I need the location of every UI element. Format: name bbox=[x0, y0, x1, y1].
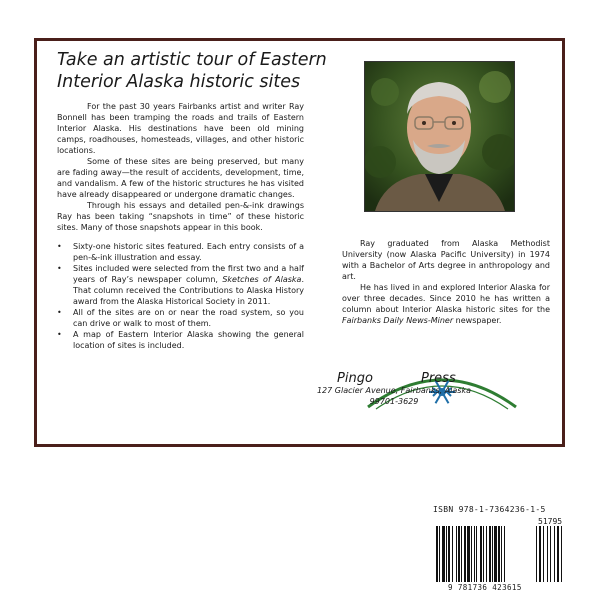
column-title: Sketches of Alaska bbox=[222, 275, 302, 284]
bullet-icon: • bbox=[57, 264, 62, 273]
list-item-text-start: Sites included were selected from the first two and a half years of Ray’s newspaper column, bbox=[73, 264, 304, 284]
bullet-icon: • bbox=[57, 330, 62, 339]
snapshots-paragraph: Through his essays and detailed pen-&-ink drawings Ray has been taking “snapshots in time” of these historic sites. Many of those snapshots appear in this book. bbox=[57, 201, 304, 232]
list-item bbox=[57, 307, 304, 329]
preservation-paragraph: Some of these sites are being preserved, but many are fading away—the result of accidents, development, time, and vandalism. A few of the historic structures he has visited have already disappeared or undergone dramatic changes. bbox=[57, 157, 304, 199]
list-item-text: A map of Eastern Interior Alaska showing the general location of sites is included. bbox=[73, 330, 304, 350]
barcode-digits: 9 781736 423615 bbox=[448, 583, 522, 592]
bio-paragraph-2 bbox=[342, 282, 550, 326]
list-item-text: All of the sites are on or near the road system, so you can drive or walk to most of them. bbox=[73, 308, 304, 328]
list-item bbox=[57, 241, 304, 263]
isbn-number: ISBN 978-1-7364236-1-5 bbox=[433, 505, 546, 514]
address-line-2: 99701-3629 bbox=[369, 397, 419, 406]
publisher-name-second: Press bbox=[421, 371, 456, 386]
intro-paragraph: For the past 30 years Fairbanks artist and writer Ray Bonnell has been tramping the roads and trails of Eastern Interior Alaska. His destinations have been old mining camps, roadhouses, homesteads, villages, and other historic locations. bbox=[57, 102, 304, 155]
newspaper-title: Fairbanks Daily News-Miner bbox=[342, 316, 454, 325]
author-photo bbox=[364, 61, 515, 212]
feature-list bbox=[57, 241, 304, 351]
address-line-1: 127 Glacier Avenue, Fairbanks, Alaska bbox=[316, 386, 472, 395]
bio-text-start: He has lived in and explored Interior Alaska for over three decades. Since 2010 he has written a column about Interior Alaska historic sites for the bbox=[342, 283, 550, 314]
cover-heading: Take an artistic tour of Eastern Interior Alaska historic sites bbox=[57, 50, 327, 92]
author-bio bbox=[342, 238, 550, 326]
bullet-icon: • bbox=[57, 242, 62, 251]
publisher-name-first: Pingo bbox=[337, 371, 373, 386]
bio-paragraph-1: Ray graduated from Alaska Methodist University (now Alaska Pacific University) in 1974 with a Bachelor of Arts degree in anthropology and art. bbox=[342, 239, 550, 281]
bio-text-end: newspaper. bbox=[453, 316, 502, 325]
publisher-address bbox=[300, 385, 488, 407]
list-item bbox=[57, 263, 304, 307]
list-item-text: Sixty-one historic sites featured. Each entry consists of a pen-&-ink illustration and essay. bbox=[73, 242, 304, 262]
list-item-text-end: . That column received the Contributions to Alaska History award from the Alaska Historical Society in 2011. bbox=[73, 275, 304, 306]
list-item bbox=[57, 329, 304, 351]
bullet-icon: • bbox=[57, 308, 62, 317]
description-column bbox=[57, 101, 304, 351]
price-code: 51795 bbox=[538, 517, 563, 526]
